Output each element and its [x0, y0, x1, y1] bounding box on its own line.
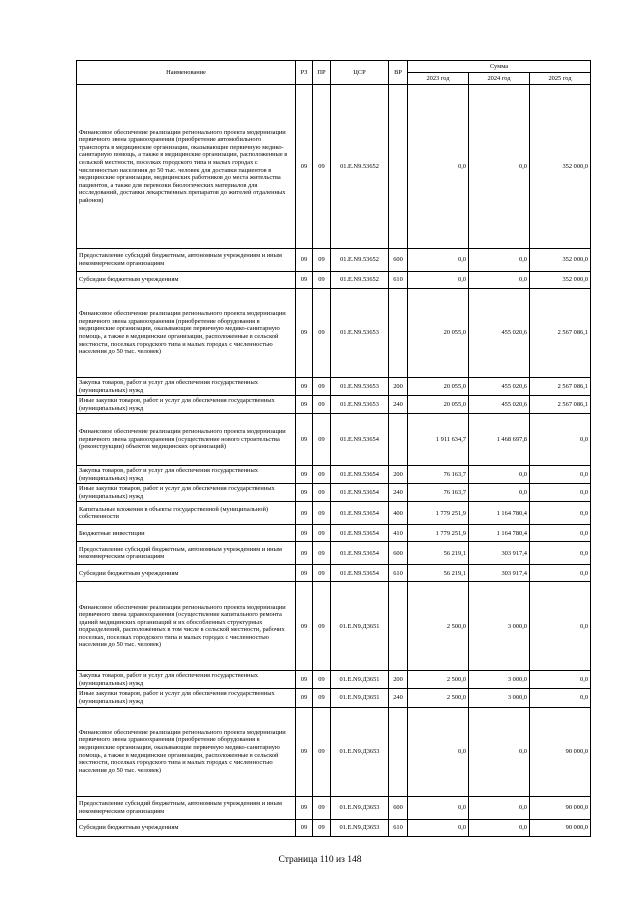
row-2023: 0,0 — [408, 819, 469, 836]
row-rz: 09 — [296, 484, 313, 502]
table-row — [77, 565, 591, 582]
row-rz: 09 — [296, 582, 313, 671]
row-pr: 09 — [313, 272, 331, 289]
row-2024: 3 000,0 — [469, 689, 530, 707]
row-2024: 455 020,6 — [469, 289, 530, 378]
table-row — [77, 796, 591, 819]
table-row — [77, 582, 591, 671]
row-csr: 01.Е.N9.53653 — [331, 396, 389, 414]
row-2023: 20 055,0 — [408, 396, 469, 414]
row-rz: 09 — [296, 272, 313, 289]
row-name: Иные закупки товаров, работ и услуг для обеспечения государственных (муниципальных) нужд — [77, 396, 296, 414]
row-2025: 90 000,0 — [530, 819, 591, 836]
row-pr: 09 — [313, 542, 331, 565]
row-name: Закупка товаров, работ и услуг для обеспечения государственных (муниципальных) нужд — [77, 671, 296, 689]
row-name: Финансовое обеспечение реализации регионального проекта модернизации первичного звена здравоохранения (приобретение оборудования в медицинские организации, оказывающие первичную медико-санитарную помощь, а также в медицинские организации, расположенные в сельской местности, поселках городского типа и малых городах с численностью населения до 50 тыс. человек) — [77, 289, 296, 378]
row-pr: 09 — [313, 525, 331, 542]
row-pr: 09 — [313, 396, 331, 414]
table-row — [77, 502, 591, 525]
row-2025: 2 567 086,1 — [530, 378, 591, 396]
row-rz: 09 — [296, 525, 313, 542]
page-number: Страница 110 из 148 — [278, 855, 362, 865]
row-vr: 600 — [389, 249, 408, 272]
row-2023: 76 163,7 — [408, 466, 469, 484]
row-2023: 56 219,1 — [408, 542, 469, 565]
row-pr: 09 — [313, 565, 331, 582]
row-2024: 1 164 780,4 — [469, 502, 530, 525]
row-rz: 09 — [296, 707, 313, 796]
row-2024: 0,0 — [469, 466, 530, 484]
table-row — [77, 85, 591, 249]
row-2023: 0,0 — [408, 249, 469, 272]
row-2024: 303 917,4 — [469, 565, 530, 582]
row-name: Финансовое обеспечение реализации регионального проекта модернизации первичного звена здравоохранения (приобретение оборудования в медицинские организации, оказывающие первичную медико-санитарную помощь, а также в медицинские организации, расположенные в сельской местности, поселках городского типа и малых городах с численностью населения до 50 тыс. человек) — [77, 707, 296, 796]
row-rz: 09 — [296, 502, 313, 525]
row-vr: 400 — [389, 502, 408, 525]
row-2025: 0,0 — [530, 689, 591, 707]
row-name: Закупка товаров, работ и услуг для обеспечения государственных (муниципальных) нужд — [77, 378, 296, 396]
row-name: Бюджетные инвестиции — [77, 525, 296, 542]
row-2023: 0,0 — [408, 272, 469, 289]
row-2024: 1 164 780,4 — [469, 525, 530, 542]
row-vr: 240 — [389, 689, 408, 707]
row-2023: 0,0 — [408, 796, 469, 819]
row-name: Финансовое обеспечение реализации регионального проекта модернизации первичного звена здравоохранения (осуществление капитального ремонта зданий медицинских организаций и их обособленных структурных подразделений, расположенных в том числе в сельской местности, рабочих поселках, поселках городского типа и малых городах с численностью населения до 50 тыс. человек) — [77, 582, 296, 671]
row-pr: 09 — [313, 819, 331, 836]
budget-table — [76, 60, 591, 837]
header-csr: ЦСР — [331, 61, 389, 85]
header-pr: ПР — [313, 61, 331, 85]
row-2025: 0,0 — [530, 542, 591, 565]
row-2025: 0,0 — [530, 565, 591, 582]
row-csr: 01.Е.N9.Д3651 — [331, 582, 389, 671]
row-2024: 303 917,4 — [469, 542, 530, 565]
row-pr: 09 — [313, 689, 331, 707]
row-csr: 01.Е.N9.53654 — [331, 484, 389, 502]
row-2023: 2 500,0 — [408, 582, 469, 671]
row-vr: 200 — [389, 466, 408, 484]
row-vr — [389, 707, 408, 796]
row-2024: 0,0 — [469, 707, 530, 796]
row-rz: 09 — [296, 671, 313, 689]
row-name: Иные закупки товаров, работ и услуг для обеспечения государственных (муниципальных) нужд — [77, 689, 296, 707]
row-vr: 610 — [389, 819, 408, 836]
header-name: Наименование — [77, 61, 296, 85]
row-2023: 2 500,0 — [408, 671, 469, 689]
row-2024: 455 020,6 — [469, 396, 530, 414]
table-body — [77, 85, 591, 837]
row-pr: 09 — [313, 582, 331, 671]
row-rz: 09 — [296, 249, 313, 272]
row-2023: 1 779 251,9 — [408, 525, 469, 542]
table-row — [77, 671, 591, 689]
row-csr: 01.Е.N9.53652 — [331, 272, 389, 289]
table-row — [77, 378, 591, 396]
row-csr: 01.Е.N9.53653 — [331, 289, 389, 378]
row-vr: 240 — [389, 484, 408, 502]
row-2023: 20 055,0 — [408, 289, 469, 378]
row-vr: 200 — [389, 378, 408, 396]
table-row — [77, 466, 591, 484]
row-pr: 09 — [313, 484, 331, 502]
row-vr: 240 — [389, 396, 408, 414]
row-2024: 1 468 697,8 — [469, 414, 530, 466]
table-row — [77, 289, 591, 378]
row-2024: 0,0 — [469, 796, 530, 819]
row-rz: 09 — [296, 819, 313, 836]
row-2025: 2 567 086,1 — [530, 289, 591, 378]
row-pr: 09 — [313, 249, 331, 272]
row-2023: 0,0 — [408, 707, 469, 796]
row-csr: 01.Е.N9.Д3653 — [331, 796, 389, 819]
row-2024: 0,0 — [469, 272, 530, 289]
row-2025: 0,0 — [530, 484, 591, 502]
row-pr: 09 — [313, 796, 331, 819]
row-pr: 09 — [313, 671, 331, 689]
row-2025: 90 000,0 — [530, 707, 591, 796]
row-rz: 09 — [296, 414, 313, 466]
row-2024: 455 020,6 — [469, 378, 530, 396]
row-2023: 56 219,1 — [408, 565, 469, 582]
row-2025: 0,0 — [530, 466, 591, 484]
table-row — [77, 249, 591, 272]
row-2025: 0,0 — [530, 502, 591, 525]
row-csr: 01.Е.N9.Д3653 — [331, 707, 389, 796]
row-name: Предоставление субсидий бюджетным, автономным учреждениям и иным некоммерческим организациям — [77, 249, 296, 272]
row-vr — [389, 85, 408, 249]
row-2023: 1 911 634,7 — [408, 414, 469, 466]
row-pr: 09 — [313, 707, 331, 796]
row-rz: 09 — [296, 542, 313, 565]
row-2023: 76 163,7 — [408, 484, 469, 502]
row-csr: 01.Е.N9.Д3651 — [331, 671, 389, 689]
row-2024: 3 000,0 — [469, 671, 530, 689]
row-2025: 352 000,0 — [530, 272, 591, 289]
row-csr: 01.Е.N9.53654 — [331, 565, 389, 582]
row-2023: 1 779 251,9 — [408, 502, 469, 525]
row-name: Финансовое обеспечение реализации регионального проекта модернизации первичного звена здравоохранения (приобретение автомобильного транспорта в медицинские организации, оказывающие первичную медико-санитарную помощь, а также в медицинские организации, расположенные в сельской местности, поселках городского типа и малых городах с численностью населения до 50 тыс. человек для доставки пациентов в медицинские организации, медицинских работников до места жительства пациентов, а также для перевозки биологических материалов для исследований, доставки лекарственных препаратов до жителей отдаленных районов) — [77, 85, 296, 249]
row-pr: 09 — [313, 289, 331, 378]
row-csr: 01.Е.N9.53654 — [331, 502, 389, 525]
row-2025: 0,0 — [530, 582, 591, 671]
row-vr: 410 — [389, 525, 408, 542]
row-2025: 90 000,0 — [530, 796, 591, 819]
row-name: Субсидии бюджетным учреждениям — [77, 819, 296, 836]
row-rz: 09 — [296, 85, 313, 249]
row-2024: 3 000,0 — [469, 582, 530, 671]
row-rz: 09 — [296, 689, 313, 707]
row-2024: 0,0 — [469, 484, 530, 502]
header-2024: 2024 год — [469, 73, 530, 85]
header-rz: РЗ — [296, 61, 313, 85]
row-pr: 09 — [313, 378, 331, 396]
row-rz: 09 — [296, 796, 313, 819]
row-2025: 0,0 — [530, 671, 591, 689]
row-vr: 610 — [389, 565, 408, 582]
row-vr — [389, 414, 408, 466]
row-csr: 01.Е.N9.53653 — [331, 378, 389, 396]
row-pr: 09 — [313, 414, 331, 466]
row-2024: 0,0 — [469, 249, 530, 272]
table-row — [77, 819, 591, 836]
header-vr: ВР — [389, 61, 408, 85]
row-csr: 01.Е.N9.Д3651 — [331, 689, 389, 707]
table-row — [77, 542, 591, 565]
row-pr: 09 — [313, 502, 331, 525]
row-2025: 2 567 086,1 — [530, 396, 591, 414]
row-2024: 0,0 — [469, 85, 530, 249]
row-2025: 0,0 — [530, 525, 591, 542]
row-pr: 09 — [313, 85, 331, 249]
table-row — [77, 689, 591, 707]
row-rz: 09 — [296, 396, 313, 414]
row-csr: 01.Е.N9.Д3653 — [331, 819, 389, 836]
row-name: Предоставление субсидий бюджетным, автономным учреждениям и иным некоммерческим организациям — [77, 542, 296, 565]
table-row — [77, 272, 591, 289]
row-2023: 0,0 — [408, 85, 469, 249]
table-row — [77, 484, 591, 502]
row-vr — [389, 289, 408, 378]
row-name: Субсидии бюджетным учреждениям — [77, 272, 296, 289]
row-vr: 200 — [389, 671, 408, 689]
row-rz: 09 — [296, 565, 313, 582]
row-csr: 01.Е.N9.53654 — [331, 414, 389, 466]
header-2025: 2025 год — [530, 73, 591, 85]
table-row — [77, 396, 591, 414]
row-2024: 0,0 — [469, 819, 530, 836]
row-rz: 09 — [296, 378, 313, 396]
row-2023: 20 055,0 — [408, 378, 469, 396]
row-csr: 01.Е.N9.53654 — [331, 542, 389, 565]
table-row — [77, 707, 591, 796]
row-name: Финансовое обеспечение реализации регионального проекта модернизации первичного звена здравоохранения (осуществление нового строительства (реконструкции) объектов медицинских организаций) — [77, 414, 296, 466]
row-csr: 01.Е.N9.53652 — [331, 249, 389, 272]
row-2025: 352 000,0 — [530, 85, 591, 249]
header-sum: Сумма — [408, 61, 591, 73]
row-vr: 600 — [389, 796, 408, 819]
row-name: Закупка товаров, работ и услуг для обеспечения государственных (муниципальных) нужд — [77, 466, 296, 484]
row-2023: 2 500,0 — [408, 689, 469, 707]
row-rz: 09 — [296, 466, 313, 484]
row-2025: 352 000,0 — [530, 249, 591, 272]
row-name: Предоставление субсидий бюджетным, автономным учреждениям и иным некоммерческим организациям — [77, 796, 296, 819]
row-name: Капитальные вложения в объекты государственной (муниципальной) собственности — [77, 502, 296, 525]
row-csr: 01.Е.N9.53654 — [331, 525, 389, 542]
row-csr: 01.Е.N9.53652 — [331, 85, 389, 249]
row-vr: 600 — [389, 542, 408, 565]
table-row — [77, 414, 591, 466]
row-vr — [389, 582, 408, 671]
row-rz: 09 — [296, 289, 313, 378]
header-2023: 2023 год — [408, 73, 469, 85]
row-pr: 09 — [313, 466, 331, 484]
row-name: Иные закупки товаров, работ и услуг для обеспечения государственных (муниципальных) нужд — [77, 484, 296, 502]
row-csr: 01.Е.N9.53654 — [331, 466, 389, 484]
row-vr: 610 — [389, 272, 408, 289]
row-2025: 0,0 — [530, 414, 591, 466]
table-row — [77, 525, 591, 542]
row-name: Субсидии бюджетным учреждениям — [77, 565, 296, 582]
